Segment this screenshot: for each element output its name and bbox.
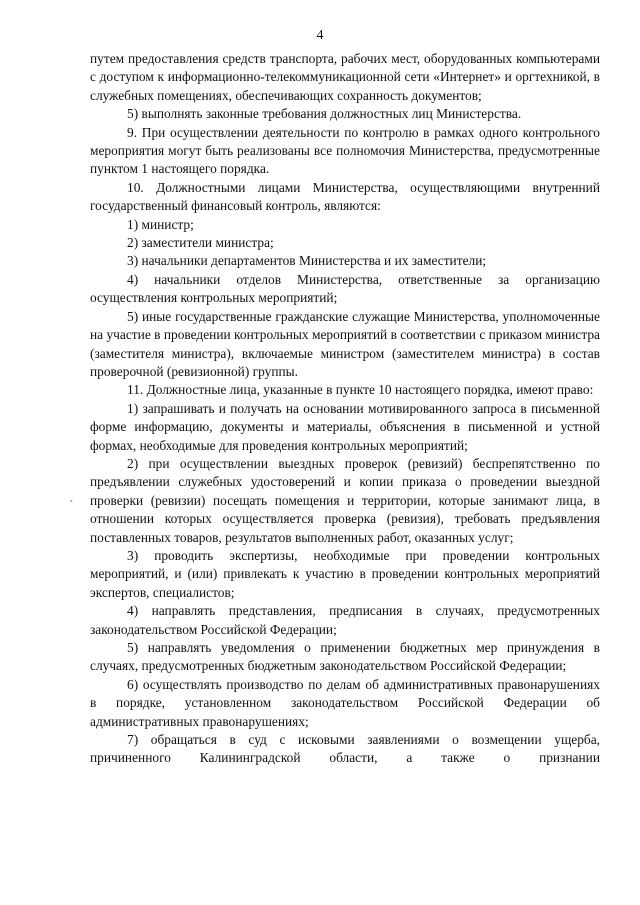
scan-mark: • xyxy=(70,497,73,506)
list-item: 3) начальники департаментов Министерства и их заместители; xyxy=(127,253,487,269)
paragraph: 5) выполнять законные требования должностных лиц Министерства. xyxy=(127,106,522,122)
list-item: 5) направлять уведомления о применении бюджетных мер принуждения в случаях, предусмотренных бюджетным законодательством Российской Федерации; xyxy=(90,640,600,674)
list-item: 1) министр; xyxy=(127,216,194,232)
list-item: 4) начальники отделов Министерства, ответственные за организацию осуществления контрольных мероприятий; xyxy=(90,271,600,306)
paragraph: путем предоставления средств транспорта, рабочих мест, оборудованных компьютерами с доступом к информационно-телекоммуникационной сети «Интернет» и оргтехникой, в служебных помещениях, обеспечивающих сохранность документов; xyxy=(90,51,600,103)
list-item: 2) при осуществлении выездных проверок (ревизий) беспрепятственно по предъявлении служебных удостоверений и копии приказа о проведении выездной проверки (ревизии) посещать помещения и территории, которые занимают лица, в отношении которых осуществляется проверка (ревизия), требовать предъявления поставленных товаров, результатов выполненных работ, оказанных услуг; xyxy=(90,455,600,545)
paragraph: 11. Должностные лица, указанные в пункте 10 настоящего порядка, имеют право: xyxy=(127,382,594,398)
list-item: 3) проводить экспертизы, необходимые при проведении контрольных мероприятий, и (или) привлекать к участию в проведении контрольных мероприятий экспертов, специалистов; xyxy=(90,547,600,600)
document-body xyxy=(90,50,600,768)
list-item: 2) заместители министра; xyxy=(127,235,274,251)
paragraph: 9. При осуществлении деятельности по контролю в рамках одного контрольного мероприятия могут быть реализованы все полномочия Министерства, предусмотренные пунктом 1 настоящего порядка. xyxy=(90,124,600,177)
list-item: 5) иные государственные гражданские служащие Министерства, уполномоченные на участие в проведении контрольных мероприятий в соответствии с приказом министра (заместителя министра), включаемые министром (заместителем министра) в состав проверочной (ревизионной) группы. xyxy=(90,308,600,379)
list-item: 4) направлять представления, предписания в случаях, предусмотренных законодательством Российской Федерации; xyxy=(90,603,600,637)
paragraph: 10. Должностными лицами Министерства, осуществляющими внутренний государственный финансовый контроль, являются: xyxy=(90,179,600,214)
page-number: 4 xyxy=(316,28,324,43)
list-item: 1) запрашивать и получать на основании мотивированного запроса в письменной форме информацию, документы и материалы, объяснения в письменной и устной формах, необходимые для проведения контрольных мероприятий; xyxy=(90,400,600,453)
list-item: 6) осуществлять производство по делам об административных правонарушениях в порядке, установленном законодательством Российской Федерации об административных правонарушениях; xyxy=(90,676,600,729)
list-item: 7) обращаться в суд с исковыми заявлениями о возмещении ущерба, причиненного Калининградской области, а также о признании xyxy=(90,732,600,766)
